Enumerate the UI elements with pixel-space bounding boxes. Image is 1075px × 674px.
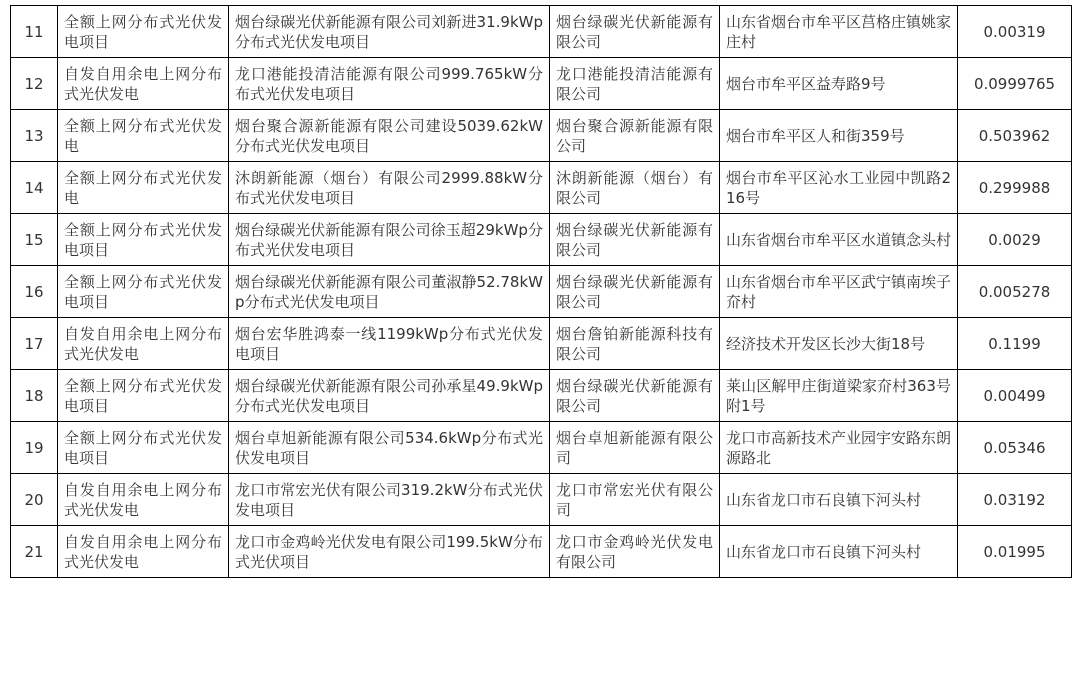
project-type: 全额上网分布式光伏发电项目 [58, 6, 229, 58]
capacity-value: 0.0029 [958, 214, 1072, 266]
project-name: 沐朗新能源（烟台）有限公司2999.88kW分布式光伏发电项目 [229, 162, 550, 214]
table-body [11, 5, 1072, 578]
project-name: 龙口港能投清洁能源有限公司999.765kW分布式光伏发电项目 [229, 58, 550, 110]
project-address: 烟台市牟平区沁水工业园中凯路216号 [720, 162, 958, 214]
project-type: 全额上网分布式光伏发电 [58, 110, 229, 162]
table-row [11, 370, 1072, 422]
row-number: 11 [11, 6, 58, 58]
owner-company: 烟台绿碳光伏新能源有限公司 [550, 370, 720, 422]
row-number: 15 [11, 214, 58, 266]
table-row [11, 162, 1072, 214]
capacity-value: 0.503962 [958, 110, 1072, 162]
capacity-value: 0.1199 [958, 318, 1072, 370]
project-address: 山东省龙口市石良镇下河头村 [720, 474, 958, 526]
row-number: 18 [11, 370, 58, 422]
table-row [11, 58, 1072, 110]
owner-company: 烟台绿碳光伏新能源有限公司 [550, 214, 720, 266]
project-name: 龙口市常宏光伏有限公司319.2kW分布式光伏发电项目 [229, 474, 550, 526]
row-number: 19 [11, 422, 58, 474]
row-number: 17 [11, 318, 58, 370]
project-address: 烟台市牟平区人和街359号 [720, 110, 958, 162]
table-row [11, 6, 1072, 58]
row-number: 13 [11, 110, 58, 162]
capacity-value: 0.05346 [958, 422, 1072, 474]
project-address: 莱山区解甲庄街道梁家夼村363号附1号 [720, 370, 958, 422]
owner-company: 烟台卓旭新能源有限公司 [550, 422, 720, 474]
project-address: 烟台市牟平区益寿路9号 [720, 58, 958, 110]
project-address: 山东省烟台市牟平区水道镇念头村 [720, 214, 958, 266]
project-type: 自发自用余电上网分布式光伏发电 [58, 318, 229, 370]
project-name: 烟台聚合源新能源有限公司建设5039.62kW分布式光伏发电项目 [229, 110, 550, 162]
row-number: 16 [11, 266, 58, 318]
capacity-value: 0.00319 [958, 6, 1072, 58]
owner-company: 龙口市金鸡岭光伏发电有限公司 [550, 526, 720, 578]
row-number: 20 [11, 474, 58, 526]
table-row [11, 266, 1072, 318]
table-row [11, 474, 1072, 526]
project-address: 龙口市高新技术产业园宇安路东朗源路北 [720, 422, 958, 474]
row-number: 14 [11, 162, 58, 214]
owner-company: 龙口港能投清洁能源有限公司 [550, 58, 720, 110]
project-name: 烟台绿碳光伏新能源有限公司徐玉超29kWp分布式光伏发电项目 [229, 214, 550, 266]
capacity-value: 0.03192 [958, 474, 1072, 526]
table-row [11, 110, 1072, 162]
project-address: 山东省烟台市牟平区莒格庄镇姚家庄村 [720, 6, 958, 58]
project-type: 全额上网分布式光伏发电项目 [58, 266, 229, 318]
table-row [11, 526, 1072, 578]
row-number: 12 [11, 58, 58, 110]
owner-company: 烟台绿碳光伏新能源有限公司 [550, 6, 720, 58]
project-address: 经济技术开发区长沙大街18号 [720, 318, 958, 370]
project-type: 全额上网分布式光伏发电项目 [58, 370, 229, 422]
project-name: 烟台卓旭新能源有限公司534.6kWp分布式光伏发电项目 [229, 422, 550, 474]
project-type: 自发自用余电上网分布式光伏发电 [58, 526, 229, 578]
owner-company: 龙口市常宏光伏有限公司 [550, 474, 720, 526]
project-name: 烟台绿碳光伏新能源有限公司董淑静52.78kWp分布式光伏发电项目 [229, 266, 550, 318]
project-type: 全额上网分布式光伏发电项目 [58, 422, 229, 474]
capacity-value: 0.01995 [958, 526, 1072, 578]
project-type: 自发自用余电上网分布式光伏发电 [58, 58, 229, 110]
project-name: 烟台绿碳光伏新能源有限公司孙承星49.9kWp分布式光伏发电项目 [229, 370, 550, 422]
owner-company: 烟台聚合源新能源有限公司 [550, 110, 720, 162]
table-row [11, 318, 1072, 370]
capacity-value: 0.00499 [958, 370, 1072, 422]
table-row [11, 214, 1072, 266]
owner-company: 烟台绿碳光伏新能源有限公司 [550, 266, 720, 318]
row-number: 21 [11, 526, 58, 578]
capacity-value: 0.299988 [958, 162, 1072, 214]
project-address: 山东省龙口市石良镇下河头村 [720, 526, 958, 578]
project-type: 全额上网分布式光伏发电项目 [58, 214, 229, 266]
project-name: 烟台绿碳光伏新能源有限公司刘新进31.9kWp分布式光伏发电项目 [229, 6, 550, 58]
capacity-value: 0.0999765 [958, 58, 1072, 110]
capacity-value: 0.005278 [958, 266, 1072, 318]
project-address: 山东省烟台市牟平区武宁镇南埃子夼村 [720, 266, 958, 318]
project-table [10, 5, 1072, 578]
owner-company: 烟台詹铂新能源科技有限公司 [550, 318, 720, 370]
project-name: 烟台宏华胜鸿泰一线1199kWp分布式光伏发电项目 [229, 318, 550, 370]
project-type: 自发自用余电上网分布式光伏发电 [58, 474, 229, 526]
table-row [11, 422, 1072, 474]
project-name: 龙口市金鸡岭光伏发电有限公司199.5kW分布式光伏项目 [229, 526, 550, 578]
project-type: 全额上网分布式光伏发电 [58, 162, 229, 214]
owner-company: 沐朗新能源（烟台）有限公司 [550, 162, 720, 214]
